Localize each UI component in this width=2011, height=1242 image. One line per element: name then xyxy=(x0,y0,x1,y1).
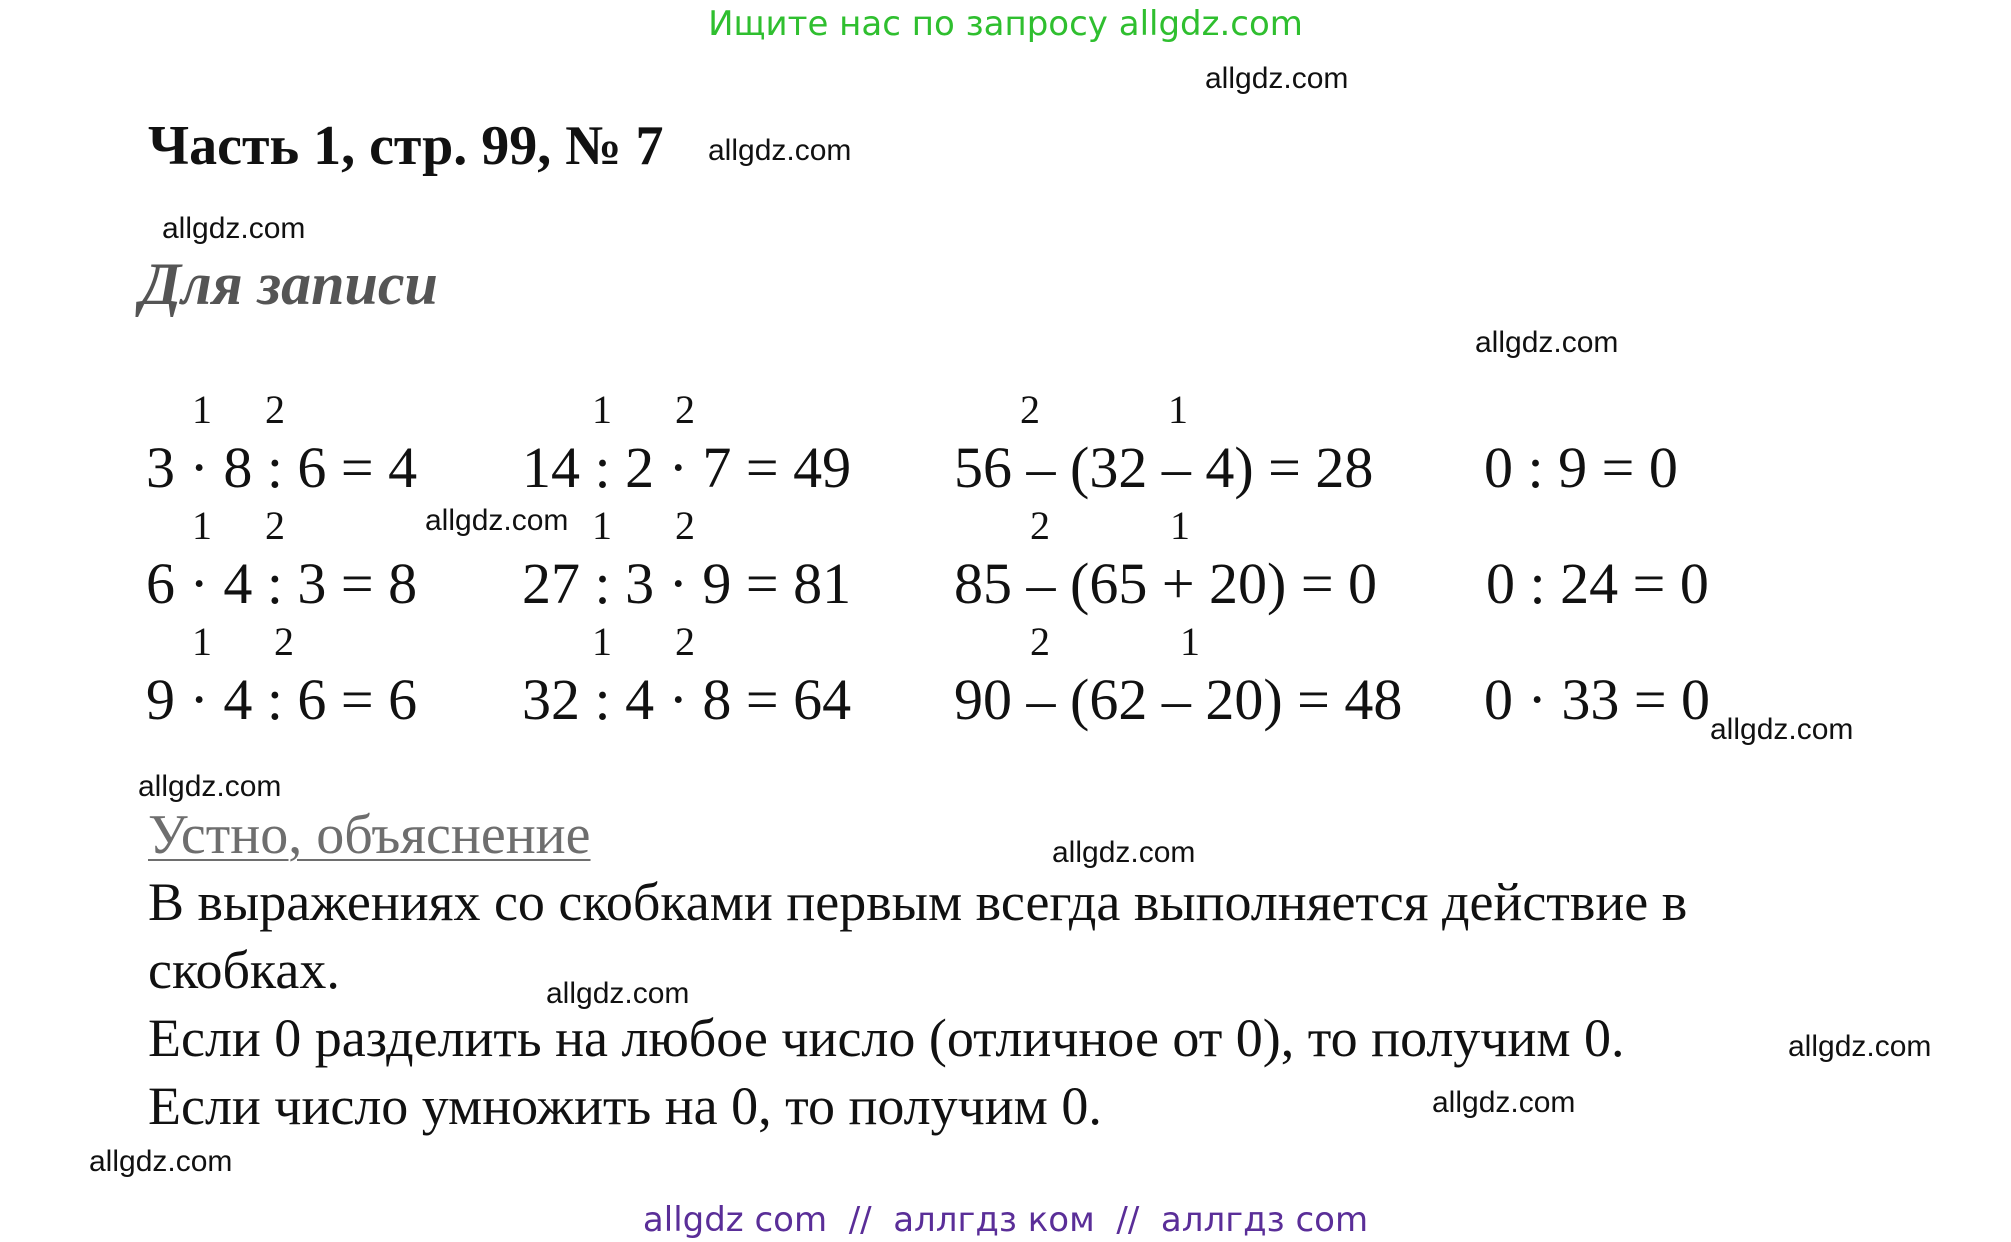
footer-link[interactable]: аллгдз ком xyxy=(893,1200,1095,1240)
explanation-line: скобках. xyxy=(148,940,340,1000)
watermark: allgdz.com xyxy=(89,1145,233,1178)
watermark: allgdz.com xyxy=(1205,62,1349,95)
equation: 6 · 4 : 3 = 8 xyxy=(146,551,418,616)
watermark: allgdz.com xyxy=(1432,1086,1576,1119)
equation: 32 : 4 · 8 = 64 xyxy=(522,667,852,732)
explanation-line: В выражениях со скобками первым всегда выполняется действие в xyxy=(148,872,1688,932)
order-number: 2 xyxy=(675,503,695,548)
watermark: allgdz.com xyxy=(708,134,852,167)
order-number: 1 xyxy=(1180,619,1200,664)
order-number: 1 xyxy=(1170,503,1190,548)
order-number: 1 xyxy=(592,619,612,664)
order-number: 1 xyxy=(192,619,212,664)
order-number: 2 xyxy=(1030,503,1050,548)
footer-links xyxy=(0,1200,2011,1240)
explanation-line: Если число умножить на 0, то получим 0. xyxy=(148,1076,1102,1136)
equation: 56 – (32 – 4) = 28 xyxy=(954,435,1374,500)
order-number: 2 xyxy=(1020,387,1040,432)
equation: 27 : 3 · 9 = 81 xyxy=(522,551,852,616)
section-heading-oral: Устно, объяснение xyxy=(148,804,591,866)
footer-link[interactable]: аллгдз com xyxy=(1160,1200,1369,1240)
order-number: 1 xyxy=(1168,387,1188,432)
equation: 3 · 8 : 6 = 4 xyxy=(146,435,418,500)
footer-separator: // xyxy=(827,1200,894,1240)
equation: 85 – (65 + 20) = 0 xyxy=(954,551,1378,616)
equation: 90 – (62 – 20) = 48 xyxy=(954,667,1403,732)
order-number: 1 xyxy=(592,503,612,548)
order-number: 2 xyxy=(265,387,285,432)
equation: 0 : 9 = 0 xyxy=(1484,435,1678,500)
order-number: 2 xyxy=(1030,619,1050,664)
page-title: Часть 1, стр. 99, № 7 xyxy=(148,115,664,177)
order-number: 1 xyxy=(192,503,212,548)
order-number: 1 xyxy=(192,387,212,432)
order-number: 2 xyxy=(265,503,285,548)
order-number: 2 xyxy=(274,619,294,664)
watermark: allgdz.com xyxy=(138,770,282,803)
section-heading-write: Для записи xyxy=(140,251,438,317)
watermark: allgdz.com xyxy=(162,212,306,245)
equation: 14 : 2 · 7 = 49 xyxy=(522,435,852,500)
equation: 0 : 24 = 0 xyxy=(1486,551,1709,616)
promo-banner: Ищите нас по запросу allgdz.com xyxy=(708,4,1303,44)
watermark: allgdz.com xyxy=(1710,713,1854,746)
equation: 0 · 33 = 0 xyxy=(1484,667,1711,732)
watermark: allgdz.com xyxy=(546,977,690,1010)
equation: 9 · 4 : 6 = 6 xyxy=(146,667,418,732)
footer-link[interactable]: allgdz com xyxy=(642,1200,828,1240)
watermark: allgdz.com xyxy=(1052,836,1196,869)
order-number: 2 xyxy=(675,619,695,664)
watermark: allgdz.com xyxy=(425,504,569,537)
watermark: allgdz.com xyxy=(1475,326,1619,359)
explanation-line: Если 0 разделить на любое число (отличное от 0), то получим 0. xyxy=(148,1008,1625,1068)
order-number: 1 xyxy=(592,387,612,432)
order-number: 2 xyxy=(675,387,695,432)
watermark: allgdz.com xyxy=(1788,1030,1932,1063)
footer-separator: // xyxy=(1094,1200,1161,1240)
